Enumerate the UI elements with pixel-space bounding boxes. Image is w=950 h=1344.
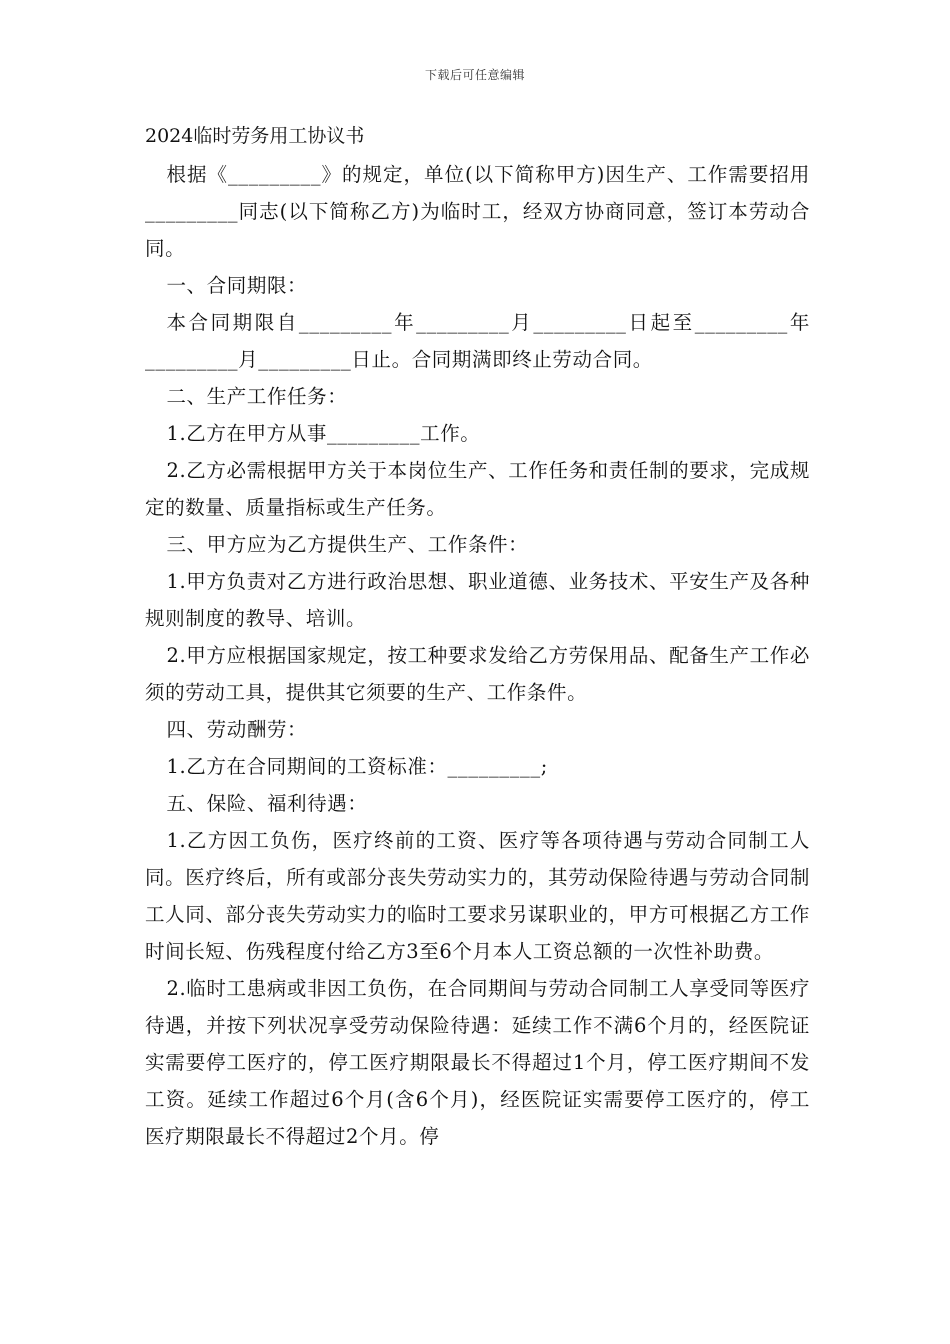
section-heading-insurance: 五、保险、福利待遇： <box>166 792 368 815</box>
paragraph-intro: 根据《_________》的规定，单位(以下简称甲方)因生产、工作需要招用_________同志(以下简称乙方)为临时工，经双方协商同意，签订本劳动合同。 <box>145 163 810 260</box>
paragraph-condition-2: 2.甲方应根据国家规定，按工种要求发给乙方劳保用品、配备生产工作必须的劳动工具，提供其它须要的生产、工作条件。 <box>145 644 810 704</box>
section-heading-pay: 四、劳动酬劳： <box>166 718 308 741</box>
paragraph-pay-1: 1.乙方在合同期间的工资标准：_________; <box>166 755 548 778</box>
document-title: 2024临时劳务用工协议书 <box>145 125 365 147</box>
paragraph-task-2: 2.乙方必需根据甲方关于本岗位生产、工作任务和责任制的要求，完成规定的数量、质量指标或生产任务。 <box>145 459 810 519</box>
section-heading-conditions: 三、甲方应为乙方提供生产、工作条件： <box>166 533 529 556</box>
document-body <box>145 120 810 1155</box>
section-heading-tasks: 二、生产工作任务： <box>166 385 348 408</box>
section-heading-term: 一、合同期限： <box>166 274 308 297</box>
paragraph-insurance-2: 2.临时工患病或非因工负伤，在合同期间与劳动合同制工人享受同等医疗待遇，并按下列状况享受劳动保险待遇：延续工作不满6个月的，经医院证实需要停工医疗的，停工医疗期限最长不得超过1个月，停工医疗期间不发工资。延续工作超过6个月(含6个月)，经医院证实需要停工医疗的，停工医疗期限最长不得超过2个月。停 <box>145 977 810 1148</box>
paragraph-condition-1: 1.甲方负责对乙方进行政治思想、职业道德、业务技术、平安生产及各种规则制度的教导、培训。 <box>145 570 810 630</box>
header-note: 下载后可任意编辑 <box>424 68 525 82</box>
paragraph-task-1: 1.乙方在甲方从事_________工作。 <box>166 422 481 445</box>
paragraph-term: 本合同期限自_________年_________月_________日起至_________年_________月_________日止。合同期满即终止劳动合同。 <box>145 311 810 371</box>
paragraph-insurance-1: 1.乙方因工负伤，医疗终前的工资、医疗等各项待遇与劳动合同制工人同。医疗终后，所有或部分丧失劳动实力的，其劳动保险待遇与劳动合同制工人同、部分丧失劳动实力的临时工要求另谋职业的，甲方可根据乙方工作时间长短、伤残程度付给乙方3至6个月本人工资总额的一次性补助费。 <box>145 829 810 963</box>
